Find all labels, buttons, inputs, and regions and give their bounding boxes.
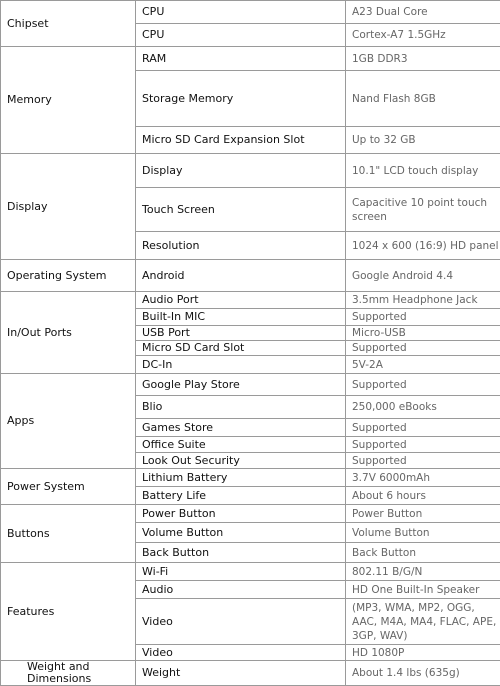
table-row (1, 563, 500, 581)
category-buttons: Buttons (1, 505, 136, 563)
feature-label: Wi-Fi (136, 563, 346, 581)
feature-value: A23 Dual Core (346, 1, 500, 24)
feature-label: Weight (136, 661, 346, 686)
feature-value: HD 1080P (346, 645, 500, 661)
feature-value: Supported (346, 374, 500, 396)
category-power-system: Power System (1, 469, 136, 505)
feature-value: About 6 hours (346, 487, 500, 505)
table-row (1, 505, 500, 523)
table-row (1, 374, 500, 396)
feature-value: Power Button (346, 505, 500, 523)
feature-value: Supported (346, 341, 500, 356)
table-row (1, 469, 500, 487)
category-in-out-ports: In/Out Ports (1, 292, 136, 374)
feature-label: Look Out Security (136, 453, 346, 469)
feature-label: Micro SD Card Expansion Slot (136, 127, 346, 154)
feature-value: Micro-USB (346, 326, 500, 341)
feature-label: CPU (136, 24, 346, 47)
feature-label: Games Store (136, 419, 346, 437)
feature-value: About 1.4 lbs (635g) (346, 661, 500, 686)
feature-label: Built-In MIC (136, 309, 346, 326)
table-row (1, 661, 500, 686)
feature-value: 10.1" LCD touch display (346, 154, 500, 188)
feature-label: Audio Port (136, 292, 346, 309)
feature-value: 3.5mm Headphone Jack (346, 292, 500, 309)
feature-value: Volume Button (346, 523, 500, 543)
feature-value: Cortex-A7 1.5GHz (346, 24, 500, 47)
feature-value: 1024 x 600 (16:9) HD panel (346, 232, 500, 260)
feature-value: Back Button (346, 543, 500, 563)
feature-label: Back Button (136, 543, 346, 563)
category-memory: Memory (1, 47, 136, 154)
feature-value: Supported (346, 309, 500, 326)
feature-label: DC-In (136, 356, 346, 374)
feature-value: Supported (346, 437, 500, 453)
feature-label: Volume Button (136, 523, 346, 543)
feature-value: Capacitive 10 point touch screen (346, 188, 500, 232)
feature-label: Office Suite (136, 437, 346, 453)
feature-label: Micro SD Card Slot (136, 341, 346, 356)
table-row (1, 1, 500, 24)
feature-value: (MP3, WMA, MP2, OGG, AAC, M4A, MA4, FLAC, APE, 3GP, WAV) (346, 599, 500, 645)
feature-value: HD One Built-In Speaker (346, 581, 500, 599)
feature-value: 250,000 eBooks (346, 396, 500, 419)
feature-label: RAM (136, 47, 346, 71)
feature-label: Power Button (136, 505, 346, 523)
feature-value: 3.7V 6000mAh (346, 469, 500, 487)
category-apps: Apps (1, 374, 136, 469)
feature-label: Android (136, 260, 346, 292)
category-chipset: Chipset (1, 1, 136, 47)
feature-value: Nand Flash 8GB (346, 71, 500, 127)
feature-label: Video (136, 599, 346, 645)
category-weight-and-dimensions: Weight and Dimensions (1, 661, 136, 686)
feature-label: Lithium Battery (136, 469, 346, 487)
feature-label: Blio (136, 396, 346, 419)
feature-label: Touch Screen (136, 188, 346, 232)
feature-label: Display (136, 154, 346, 188)
table-row (1, 47, 500, 71)
feature-value: Supported (346, 453, 500, 469)
table-row (1, 260, 500, 292)
feature-value: Supported (346, 419, 500, 437)
feature-label: CPU (136, 1, 346, 24)
feature-label: Video (136, 645, 346, 661)
feature-value: 802.11 B/G/N (346, 563, 500, 581)
feature-label: Audio (136, 581, 346, 599)
feature-value: 5V-2A (346, 356, 500, 374)
feature-value: Google Android 4.4 (346, 260, 500, 292)
feature-label: Battery Life (136, 487, 346, 505)
feature-label: Storage Memory (136, 71, 346, 127)
feature-label: Google Play Store (136, 374, 346, 396)
feature-label: Resolution (136, 232, 346, 260)
category-operating-system: Operating System (1, 260, 136, 292)
category-features: Features (1, 563, 136, 661)
feature-value: 1GB DDR3 (346, 47, 500, 71)
table-row (1, 292, 500, 309)
table-row (1, 154, 500, 188)
category-display: Display (1, 154, 136, 260)
feature-value: Up to 32 GB (346, 127, 500, 154)
feature-label: USB Port (136, 326, 346, 341)
